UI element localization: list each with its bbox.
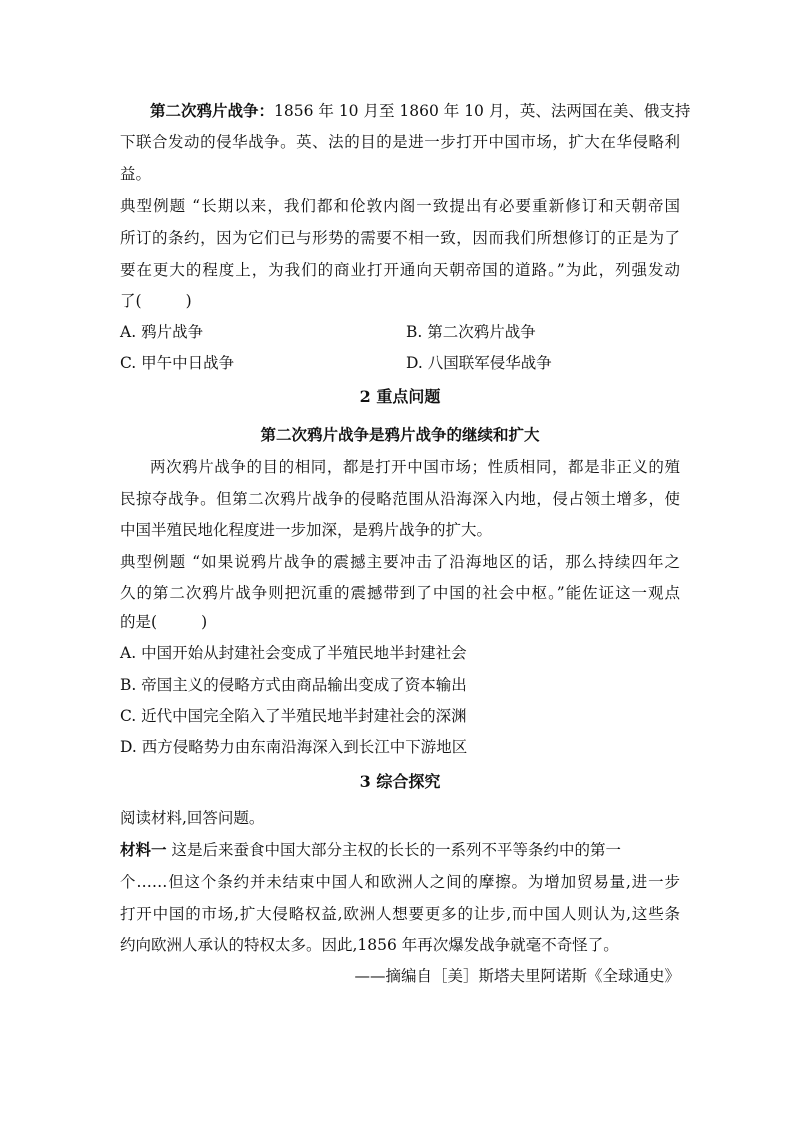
option-label: A. <box>120 323 137 341</box>
example-question-line: 久的第二次鸦片战争则把沉重的震撼带到了中国的社会中枢。”能佐证这一观点 <box>120 584 680 602</box>
option-c[interactable] <box>120 706 467 726</box>
material-source: ——摘编自［美］斯塔夫里阿诺斯《全球通史》 <box>354 967 680 985</box>
option-label: D. <box>120 738 137 756</box>
definition-line: 下联合发动的侵华战争。英、法的目的是进一步打开中国市场，扩大在华侵略利 <box>120 133 680 151</box>
option-b[interactable] <box>120 675 467 695</box>
definition-line <box>150 101 691 121</box>
paragraph-line: 中国半殖民地化程度进一步加深，是鸦片战争的扩大。 <box>120 521 493 539</box>
example-question-line: 典型例题 “如果说鸦片战争的震撼主要冲击了沿海地区的话，那么持续四年之 <box>120 553 680 571</box>
answer-blank-close: ) <box>185 292 192 310</box>
option-d[interactable] <box>406 353 552 373</box>
material-line: 个……但这个条约并未结束中国人和欧洲人之间的摩擦。为增加贸易量,进一步 <box>120 873 680 891</box>
material-line: 打开中国的市场,扩大侵略权益,欧洲人想要更多的让步,而中国人则认为,这些条 <box>120 905 680 923</box>
instruction-line: 阅读材料,回答问题。 <box>120 809 265 827</box>
option-text: 甲午中日战争 <box>141 354 235 372</box>
paragraph-line: 两次鸦片战争的目的相同，都是打开中国市场；性质相同，都是非正义的殖 <box>150 458 680 476</box>
option-text: 八国联军侵华战争 <box>427 354 552 372</box>
option-text: 鸦片战争 <box>141 323 204 341</box>
material-text: 这是后来蚕食中国大部分主权的长长的一系列不平等条约中的第一 <box>166 841 621 859</box>
answer-blank-close: ) <box>201 613 208 631</box>
option-text: 近代中国完全陷入了半殖民地半封建社会的深渊 <box>141 707 467 725</box>
option-label: B. <box>406 323 423 341</box>
section-heading: 2 重点问题 <box>359 387 441 406</box>
example-question-line: 要在更大的程度上，为我们的商业打开通向天朝帝国的道路。”为此，列强发动 <box>120 261 680 279</box>
option-text: 中国开始从封建社会变成了半殖民地半封建社会 <box>141 644 467 662</box>
paragraph-line: 民掠夺战争。但第二次鸦片战争的侵略范围从沿海深入内地，侵占领土增多，使 <box>120 490 680 508</box>
definition-line: 益。 <box>120 165 152 183</box>
term-title: 第二次鸦片战争： <box>150 101 275 120</box>
option-label: C. <box>120 707 137 725</box>
example-question-line <box>120 612 680 632</box>
option-label: D. <box>406 354 423 372</box>
option-d[interactable] <box>120 737 467 757</box>
option-text: 帝国主义的侵略方式由商品输出变成了资本输出 <box>141 676 467 694</box>
option-text: 第二次鸦片战争 <box>427 323 536 341</box>
option-label: A. <box>120 644 137 662</box>
option-text: 西方侵略势力由东南沿海深入到长江中下游地区 <box>141 738 468 756</box>
option-a[interactable] <box>120 322 203 342</box>
example-question-line <box>120 291 680 311</box>
answer-blank-open: 了( <box>120 292 142 310</box>
option-label: B. <box>120 676 137 694</box>
section-heading: 3 综合探究 <box>359 772 441 791</box>
option-a[interactable] <box>120 643 467 663</box>
term-text: 1856 年 10 月至 1860 年 10 月，英、法两国在美、俄支持 <box>274 102 691 120</box>
option-b[interactable] <box>406 322 536 342</box>
material-line: 约向欧洲人承认的特权太多。因此,1856 年再次爆发战争就毫不奇怪了。 <box>120 936 619 954</box>
section-subheading: 第二次鸦片战争是鸦片战争的继续和扩大 <box>260 425 540 444</box>
option-c[interactable] <box>120 353 234 373</box>
answer-blank-open: 的是( <box>120 613 158 631</box>
example-question-line: 所订的条约，因为它们已与形势的需要不相一致，因而我们所想修订的正是为了 <box>120 229 680 247</box>
material-line <box>120 840 680 860</box>
material-label: 材料一 <box>120 840 167 859</box>
option-label: C. <box>120 354 137 372</box>
example-question-line: 典型例题 “长期以来，我们都和伦敦内阁一致提出有必要重新修订和天朝帝国 <box>120 197 680 215</box>
